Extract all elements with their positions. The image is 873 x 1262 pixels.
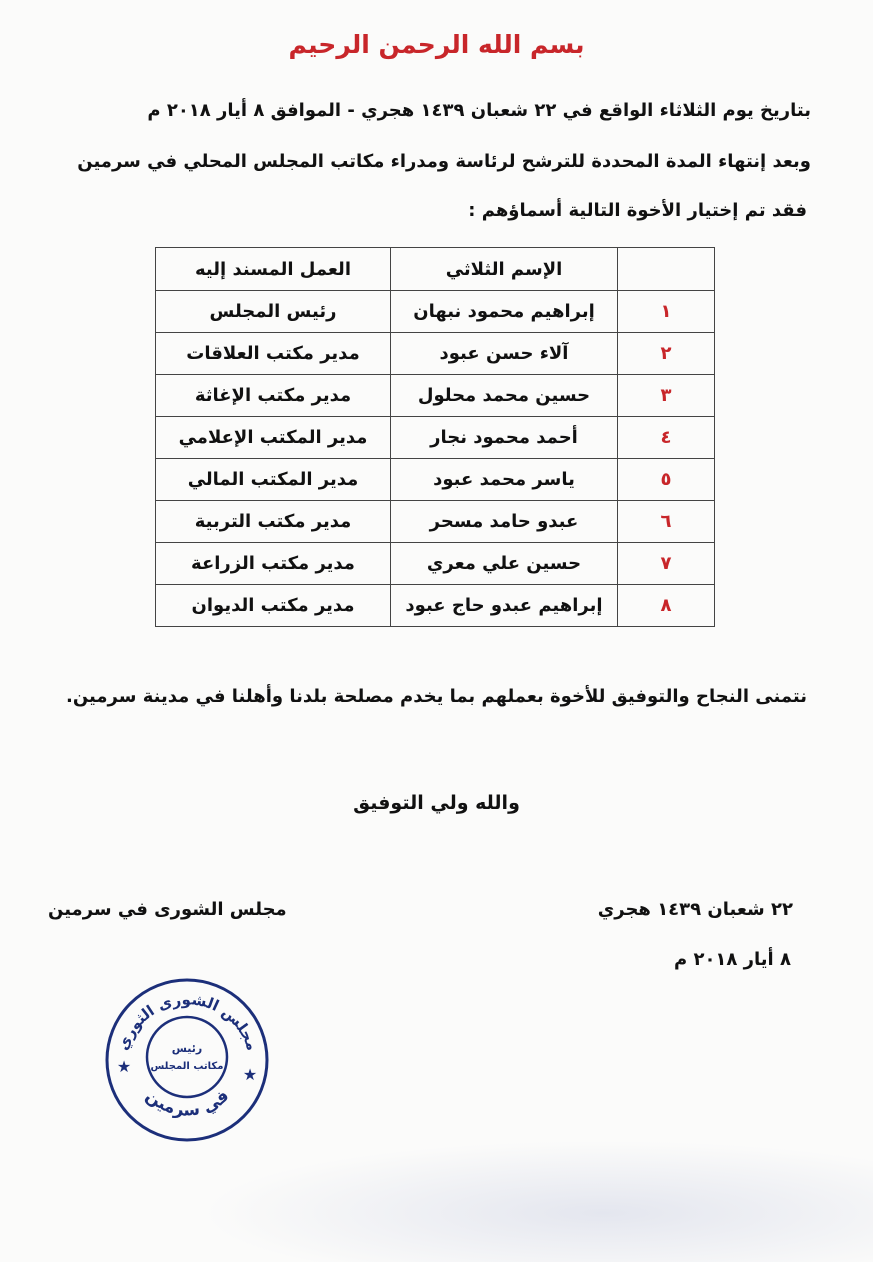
table-row: [156, 291, 715, 333]
nominee-name: ياسر محمد عبود: [391, 459, 618, 501]
official-stamp: [100, 972, 275, 1147]
nominee-name: حسين محمد محلول: [391, 375, 618, 417]
intro-line-1: بتاريخ يوم الثلاثاء الواقع في ٢٢ شعبان ١٤٣٩ هجري - الموافق ٨ أيار ٢٠١٨ م: [147, 100, 811, 121]
assigned-role: رئيس المجلس: [156, 291, 391, 333]
header-job: العمل المسند إليه: [156, 248, 391, 291]
assigned-role: مدير مكتب الديوان: [156, 585, 391, 627]
svg-text:في سرمين: [142, 1086, 233, 1121]
signatory: مجلس الشورى في سرمين: [48, 899, 287, 920]
nominee-name: إبراهيم محمود نبهان: [391, 291, 618, 333]
gregorian-date: ٨ أيار ٢٠١٨ م: [673, 949, 791, 970]
nominee-name: آلاء حسن عبود: [391, 333, 618, 375]
assigned-role: مدير المكتب المالي: [156, 459, 391, 501]
stamp-outer-bottom: في سرمين: [141, 1085, 234, 1121]
header-name: الإسم الثلاثي: [391, 248, 618, 291]
assigned-role: مدير مكتب التربية: [156, 501, 391, 543]
stamp-center-line-2: مكاتب المجلس: [150, 1061, 224, 1072]
table-row: [156, 333, 715, 375]
table-row: [156, 585, 715, 627]
nominee-name: حسين علي معري: [391, 543, 618, 585]
hijri-date: ٢٢ شعبان ١٤٣٩ هجري: [597, 899, 793, 920]
row-number: ٢: [618, 333, 715, 375]
stamp-center-line-1: رئيس: [171, 1042, 203, 1055]
star-icon: ★: [116, 1057, 132, 1076]
closing-phrase: والله ولي التوفيق: [353, 792, 520, 814]
assigned-role: مدير مكتب العلاقات: [156, 333, 391, 375]
nominee-name: عبدو حامد مسحر: [391, 501, 618, 543]
table-row: [156, 375, 715, 417]
row-number: ٦: [618, 501, 715, 543]
scan-smudge: [200, 1140, 873, 1262]
row-number: ٣: [618, 375, 715, 417]
row-number: ٨: [618, 585, 715, 627]
assigned-role: مدير مكتب الإغاثة: [156, 375, 391, 417]
stamp-outer-top: مجلس الشورى الثوري: [113, 990, 262, 1053]
basmala-heading: بسم الله الرحمن الرحيم: [288, 30, 585, 59]
table-row: [156, 417, 715, 459]
assigned-role: مدير مكتب الزراعة: [156, 543, 391, 585]
closing-text: نتمنى النجاح والتوفيق للأخوة بعملهم بما يخدم مصلحة بلدنا وأهلنا في مدينة سرمين.: [66, 686, 807, 707]
header-number: [618, 248, 715, 291]
nominee-name: أحمد محمود نجار: [391, 417, 618, 459]
table-row: [156, 459, 715, 501]
intro-line-2: وبعد إنتهاء المدة المحددة للترشح لرئاسة ومدراء مكاتب المجلس المحلي في سرمين: [77, 151, 811, 172]
nominees-table: [155, 247, 715, 627]
row-number: ١: [618, 291, 715, 333]
intro-line-3: فقد تم إختيار الأخوة التالية أسماؤهم :: [468, 200, 807, 221]
table-row: [156, 501, 715, 543]
table-header-row: [156, 248, 715, 291]
row-number: ٧: [618, 543, 715, 585]
star-icon: ★: [242, 1065, 258, 1084]
row-number: ٥: [618, 459, 715, 501]
nominee-name: إبراهيم عبدو حاج عبود: [391, 585, 618, 627]
row-number: ٤: [618, 417, 715, 459]
table-row: [156, 543, 715, 585]
assigned-role: مدير المكتب الإعلامي: [156, 417, 391, 459]
